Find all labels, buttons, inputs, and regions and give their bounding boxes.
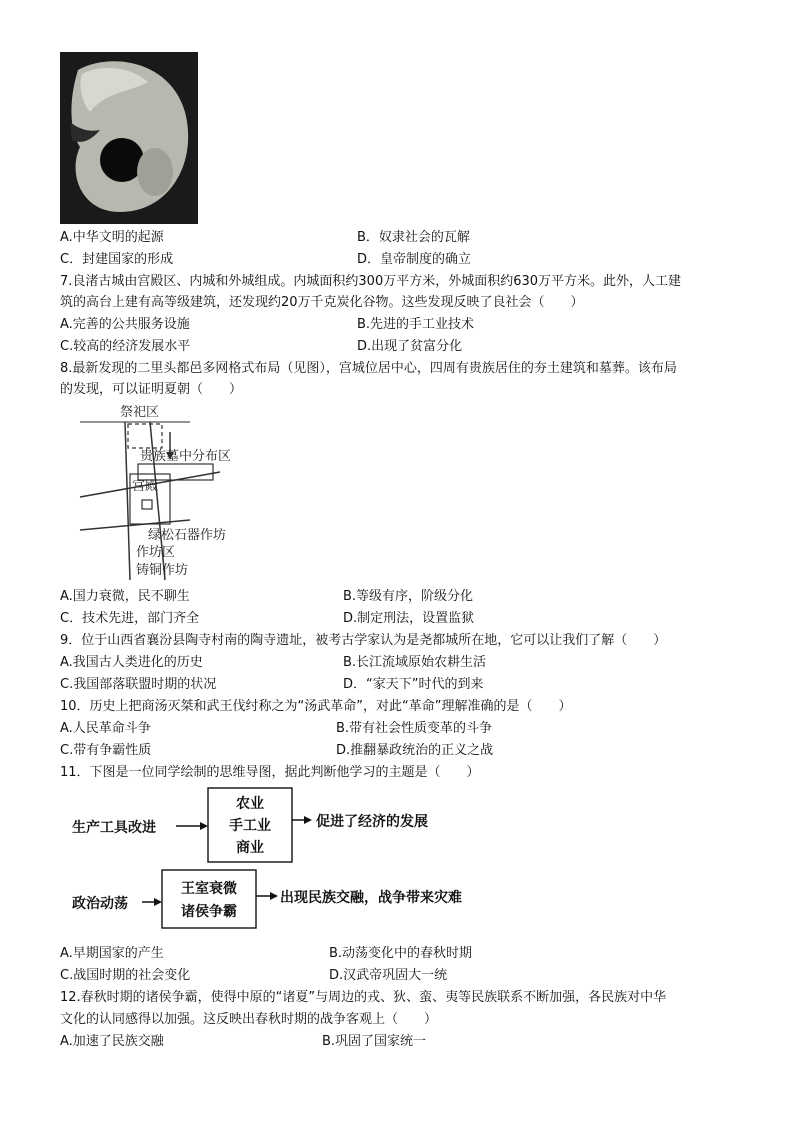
q8-option-c: C．技术先进，部门齐全 [60,611,200,626]
q11-option-b: B.动荡变化中的春秋时期 [329,946,473,961]
q7-option-a: A.完善的公共服务设施 [60,317,190,332]
q10-option-a: A.人民革命斗争 [60,721,151,736]
q7-stem-line-2: 筑的高台上建有高等级建筑，还发现约20万千克炭化谷物。这些发现反映了良社会（ ） [60,295,584,310]
mind-result-2: 出现民族交融，战争带来灾难 [280,890,462,906]
q12-stem-line-1: 12.春秋时期的诸侯争霸，使得中原的“诸夏”与周边的戎、狄、蛮、夷等民族联系不断加强，各民族对中华 [60,990,667,1005]
q6-option-b: B．奴隶社会的瓦解 [357,230,470,245]
q10-option-c: C.带有争霸性质 [60,743,152,758]
q10-stem: 10．历史上把商汤灭桀和武王伐纣称之为“汤武革命”，对此“革命”理解准确的是（ ） [60,699,572,714]
q12-option-a: A.加速了民族交融 [60,1034,164,1049]
mind-left-1: 生产工具改进 [72,820,156,836]
q8-stem-line-2: 的发现，可以证明夏朝（ ） [60,382,243,397]
map-label-palace: 宫殿 [132,479,159,494]
map-label-workshop: 作坊区 [136,545,176,560]
q7-stem-line-1: 7.良渚古城由宫殿区、内城和外城组成。内城面积约300万平方米，外城面积约630万平方米。此外，人工建 [60,274,682,289]
q6-option-d: D．皇帝制度的确立 [357,252,472,267]
q11-option-a: A.早期国家的产生 [60,946,164,961]
mind-box2-item-2: 诸侯争霸 [181,904,237,920]
q9-stem: 9．位于山西省襄汾县陶寺村南的陶寺遗址，被考古学家认为是尧都城所在地，它可以让我们了解（ ） [60,633,667,648]
mind-result-1: 促进了经济的发展 [316,814,428,830]
q8-stem-line-1: 8.最新发现的二里头都邑多网格式布局（见图），宫城位居中心，四周有贵族居住的夯土建筑和墓葬。该布局 [60,361,677,376]
mind-box1-item-2: 手工业 [229,818,271,834]
q9-option-d: D．“家天下”时代的到来 [343,677,484,692]
q10-option-d: D.推翻暴政统治的正义之战 [336,743,494,758]
erlitou-layout-map [70,402,290,582]
q8-option-b: B.等级有序，阶级分化 [343,589,474,604]
q7-option-c: C.较高的经济发展水平 [60,339,191,354]
map-label-turquoise: 绿松石器作坊 [148,528,227,543]
q11-option-d: D.汉武帝巩固大一统 [329,968,448,983]
map-label-ritual: 祭祀区 [120,405,160,420]
q8-option-d: D.制定刑法，设置监狱 [343,611,475,626]
mind-box1-item-3: 商业 [236,840,264,856]
q8-option-a: A.国力衰微，民不聊生 [60,589,190,604]
q9-option-c: C.我国部落联盟时期的状况 [60,677,217,692]
q9-option-b: B.长江流域原始农耕生活 [343,655,487,670]
q11-option-c: C.战国时期的社会变化 [60,968,191,983]
map-label-bronze: 铸铜作坊 [136,563,189,578]
q12-option-b: B.巩固了国家统一 [322,1034,427,1049]
q9-option-a: A.我国古人类进化的历史 [60,655,203,670]
jade-pig-dragon-photo [60,52,198,224]
mind-box2-item-1: 王室衰微 [181,881,237,897]
q12-stem-line-2: 文化的认同感得以加强。这反映出春秋时期的战争客观上（ ） [60,1012,438,1027]
mind-box1-item-1: 农业 [236,796,264,812]
q10-option-b: B.带有社会性质变革的斗争 [336,721,493,736]
q7-option-b: B.先进的手工业技术 [357,317,475,332]
q6-option-a: A.中华文明的起源 [60,230,164,245]
mind-map-diagram [66,780,506,940]
mind-left-2: 政治动荡 [72,896,128,912]
q7-option-d: D.出现了贫富分化 [357,339,463,354]
q11-stem: 11．下图是一位同学绘制的思维导图，据此判断他学习的主题是（ ） [60,765,480,780]
map-label-noble: 贵族墓中分布区 [140,449,232,464]
q6-option-c: C．封建国家的形成 [60,252,174,267]
